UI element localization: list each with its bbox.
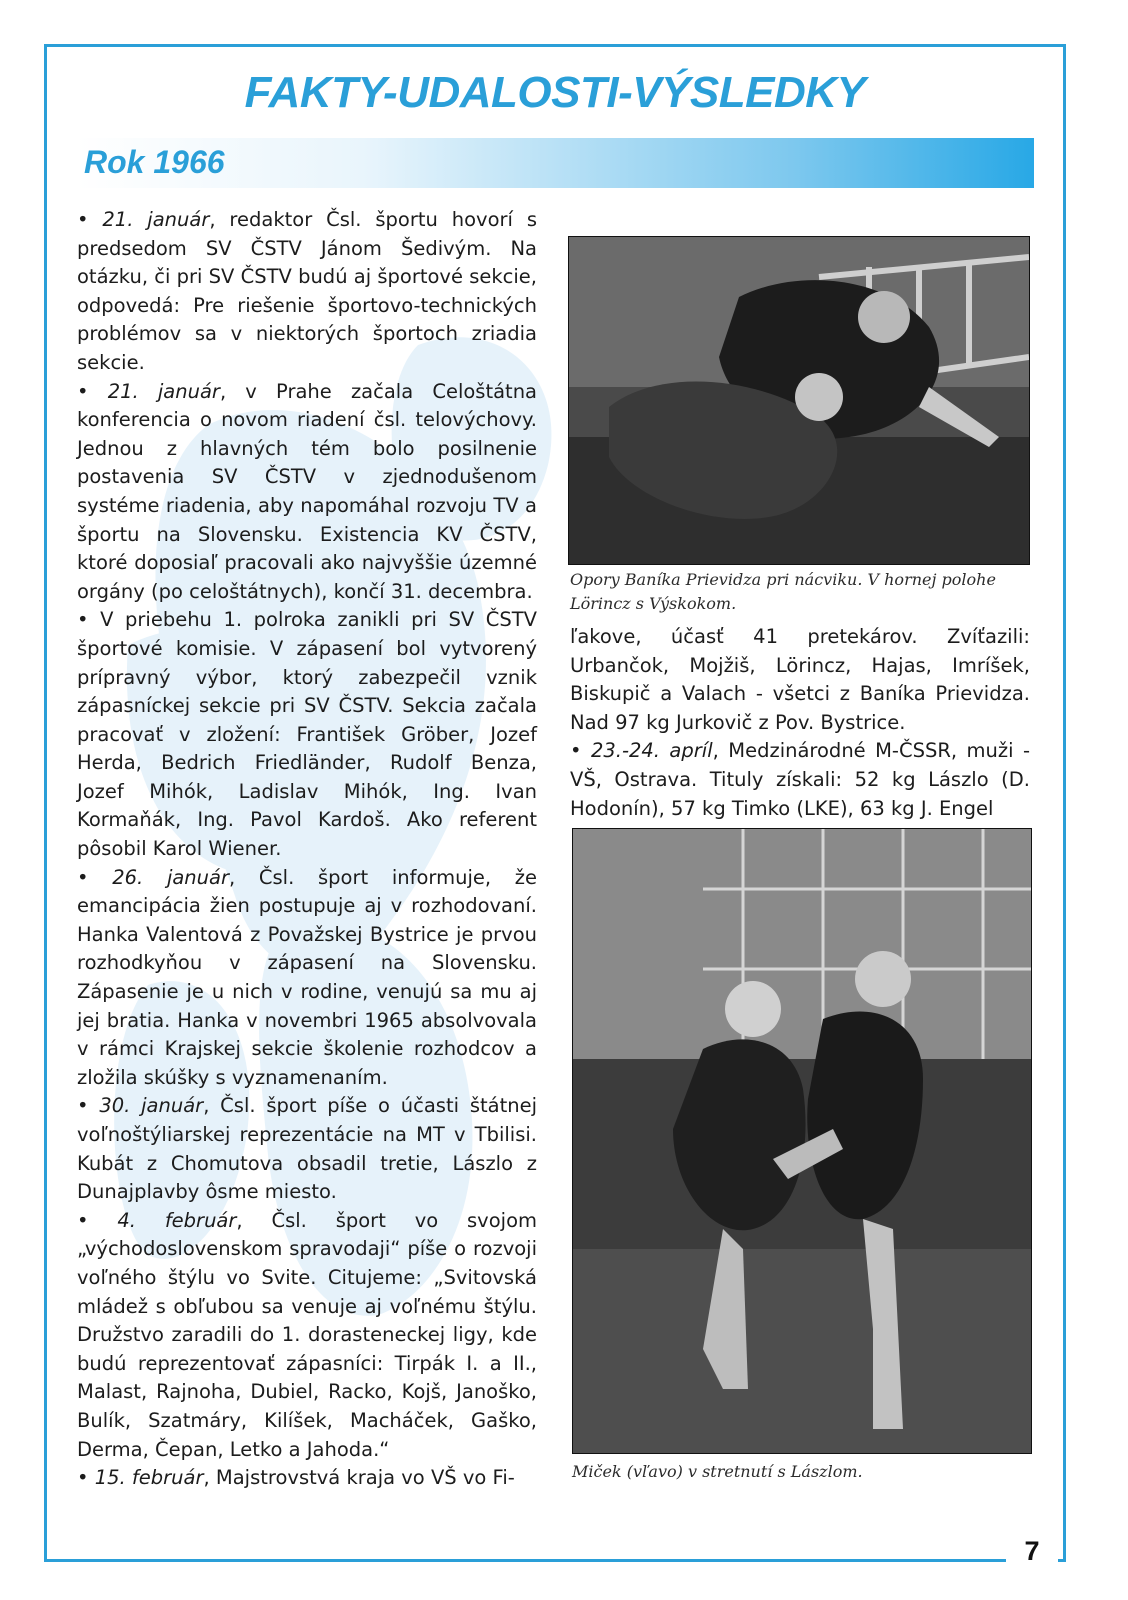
event-text: V priebehu 1. polroka zanikli pri SV ČSTV športové komisie. V zápasení bol vytvorený prípravný výbor, ktorý zabezpečil vznik zápasníckej sekcie pri SV ČSTV. Sekcia začala pracovať v zložení: František Gröber, Jozef Herda, Bedrich Friedländer, Rudolf Benza, Jozef Mihók, Ladislav Mihók, Ing. Ivan Kormaňák, Ing. Pavol Kardoš. Ako referent pôsobil Karol Wiener. [77,608,538,861]
event-text: , v Prahe začala Celoštátna konferencia o novom riadení čsl. telovýchovy. Jednou z hlavných tém bolo posilnenie postavenia SV ČSTV v zjednodušenom systéme riadenia, aby napomáhal rozvoju TV a športu na Slovensku. Existencia KV ČSTV, ktoré doposiaľ pracovali ako najvyššie územné orgány (po celoštátnych), končí 31. decembra. [77,379,538,603]
event-date: 15. február [94,1466,204,1490]
event-date: 23.-24. apríl [590,739,713,763]
wrestling-training-photo [568,236,1030,565]
event-date: 21. január [102,208,210,231]
event-date: 26. január [112,865,229,889]
event-date: 21. január [107,379,220,403]
event-paragraph: • 21. január, v Prahe začala Celoštátna konferencia o novom riadení čsl. telovýchovy. Jednou z hlavných tém bolo posilnenie postavenia SV ČSTV v zjednodušenom systéme riadenia, aby napomáhal rozvoju TV a športu na Slovensku. Existencia KV ČSTV, ktoré doposiaľ pracovali ako najvyššie územné orgány (po celoštátnych), končí 31. decembra. [77,379,538,603]
event-paragraph: • 15. február, Majstrovstvá kraja vo VŠ vo Fi- [77,1466,515,1490]
year-heading: Rok 1966 [84,144,225,180]
event-text: , redaktor Čsl. športu hovorí s predsedom SV ČSTV Jánom Šedivým. Na otázku, či pri SV ČSTV budú aj športové sekcie, odpovedá: Pre riešenie športovo-technických problémov sa v niektorých športoch zriadia sekcie. [77,208,537,374]
page-title: FAKTY-UDALOSTI-VÝSLEDKY [244,68,866,117]
photo-caption: Opory Baníka Prievidza pri nácviku. V hornej polohe Lörincz s Výskokom. [570,570,996,613]
page-number: 7 [1024,1536,1040,1566]
event-text: ľakove, účasť 41 pretekárov. Zvíťazili: Urbančok, Mojžiš, Lörincz, Hajas, Imríšek, Biskupič a Valach - všetci z Baníka Prievidza. Nad 97 kg Jurkovič z Pov. Bystrice. [570,625,1030,734]
event-text: , Medzinárodné M-ČSSR, muži - VŠ, Ostrava. Tituly získali: 52 kg Lászlo (D. Hodonín), 57 kg Timko (LKE), 63 kg J. Engel [570,739,1030,820]
event-paragraph: • 30. január, Čsl. šport píše o účasti štátnej voľnoštýliarskej reprezentácie na MT v Tbilisi. Kubát z Chomutova obsadil tretie, Lászlo z Dunajplavby ôsme miesto. [77,1094,538,1204]
event-paragraph: • 23.-24. apríl, Medzinárodné M-ČSSR, muži - VŠ, Ostrava. Tituly získali: 52 kg Lászlo (D. Hodonín), 57 kg Timko (LKE), 63 kg J. Engel [570,739,1030,820]
event-paragraph [570,623,1030,737]
event-date: 4. február [117,1208,237,1232]
event-paragraph: • V priebehu 1. polroka zanikli pri SV ČSTV športové komisie. V zápasení bol vytvorený prípravný výbor, ktorý zabezpečil vznik zápasníckej sekcie pri SV ČSTV. Sekcia začala pracovať v zložení: František Gröber, Jozef Herda, Bedrich Friedländer, Rudolf Benza, Jozef Mihók, Ladislav Mihók, Ing. Ivan Kormaňák, Ing. Pavol Kardoš. Ako referent pôsobil Karol Wiener. [77,608,538,861]
event-text: , Čsl. šport píše o účasti štátnej voľnoštýliarskej reprezentácie na MT v Tbilisi. Kubát z Chomutova obsadil tretie, Lászlo z Dunajplavby ôsme miesto. [77,1094,538,1204]
wrestling-match-photo [572,828,1032,1454]
event-paragraph: • 21. január, redaktor Čsl. športu hovorí s predsedom SV ČSTV Jánom Šedivým. Na otázku, či pri SV ČSTV budú aj športové sekcie, odpovedá: Pre riešenie športovo-technických problémov sa v niektorých športoch zriadia sekcie. [77,208,537,374]
event-text: , Čsl. šport informuje, že emancipácia žien postupuje aj v rozhodovaní. Hanka Valentová z Považskej Bystrice je prvou rozhodkyňou v zápasení na Slovensku. Zápasenie je u nich v rodine, venujú sa mu aj jej bratia. Hanka v novembri 1965 absolvovala v rámci Krajskej sekcie školenie rozhodcov a zložila skúšky s vyznamenaním. [77,865,538,1089]
event-paragraph: • 4. február, Čsl. šport vo svojom „východoslovenskom spravodaji“ píše o rozvoji voľného štýlu vo Svite. Citujeme: „Svitovská mládež s obľubou sa venuje aj voľnému štýlu. Družstvo zaradili do 1. dorasteneckej ligy, kde budú reprezentovať zápasníci: Tirpák I. a II., Malast, Rajnoha, Dubiel, Racko, Kojš, Janoško, Bulík, Szatmáry, Kilíšek, Macháček, Gaško, Derma, Čepan, Letko a Jahoda.“ [77,1208,537,1461]
event-text: , Čsl. šport vo svojom „východoslovenskom spravodaji“ píše o rozvoji voľného štýlu vo Svite. Citujeme: „Svitovská mládež s obľubou sa venuje aj voľnému štýlu. Družstvo zaradili do 1. dorasteneckej ligy, kde budú reprezentovať zápasníci: Tirpák I. a II., Malast, Rajnoha, Dubiel, Racko, Kojš, Janoško, Bulík, Szatmáry, Kilíšek, Macháček, Gaško, Derma, Čepan, Letko a Jahoda.“ [77,1208,537,1461]
event-paragraph: • 26. január, Čsl. šport informuje, že emancipácia žien postupuje aj v rozhodovaní. Hanka Valentová z Považskej Bystrice je prvou rozhodkyňou v zápasení na Slovensku. Zápasenie je u nich v rodine, venujú sa mu aj jej bratia. Hanka v novembri 1965 absolvovala v rámci Krajskej sekcie školenie rozhodcov a zložila skúšky s vyznamenaním. [77,865,538,1089]
right-text-column [570,623,1030,823]
left-text-column [77,206,537,1493]
event-date: 30. január [99,1094,204,1118]
frame-bottom-rule-end [1058,1559,1066,1562]
frame-bottom-rule [44,1559,1006,1562]
event-text: , Majstrovstvá kraja vo VŠ vo Fi- [203,1466,515,1490]
photo-caption: Miček (vľavo) v stretnutí s Lászlom. [572,1462,863,1481]
